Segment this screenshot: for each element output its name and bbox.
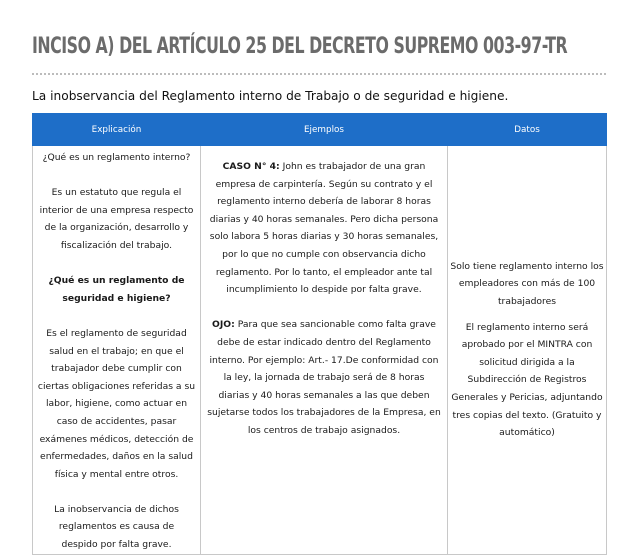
answer-seguridad-higiene: Es el reglamento de seguridad salud en el trabajo; en que el trabajador debe cumplir con ciertas obligaciones referidas a su labor, higiene, como actuar en caso de accidentes, pasar exámenes médicos, detección de enfermedades, daños en la salud física y mental entre otros. [37, 327, 196, 480]
ejemplos-cell [201, 146, 448, 555]
table-row [33, 146, 607, 555]
answer-reglamento-interno: Es un estatuto que regula el interior de una empresa respecto de la organización, desarrollo y fiscalización del trabajo. [39, 187, 194, 251]
datos-paragraph-1: Solo tiene reglamento interno los empleadores con más de 100 trabajadores [450, 260, 604, 308]
table-header-row [33, 114, 607, 146]
datos-paragraph-2: El reglamento interno será aprobado por el MINTRA con solicitud dirigida a la Subdirección de Registros Generales y Pericias, adjuntando tres copias del texto. (Gratuito y automático) [451, 321, 603, 439]
slide-subtitle: La inobservancia del Reglamento interno de Trabajo o de seguridad e higiene. [32, 89, 509, 103]
content-table [32, 113, 607, 555]
header-ejemplos: Ejemplos [201, 114, 448, 146]
ojo-text: Para que sea sancionable como falta grave debe de estar indicado dentro del Reglamento interno. Por ejemplo: Art.- 17.De conformidad con la ley, la jornada de trabajo será de 8 horas diarias y 40 horas semanales a las que deben sujetarse todos los trabajadores de la Empresa, en los centros de trabajo asignados. [207, 319, 441, 436]
caso-label: CASO N° 4: [222, 161, 280, 172]
question-seguridad-higiene: ¿Qué es un reglamento de seguridad e higiene? [48, 275, 185, 304]
header-datos: Datos [448, 114, 607, 146]
ojo-paragraph [201, 316, 447, 439]
header-explicacion: Explicación [33, 114, 201, 146]
caso-paragraph [201, 158, 447, 299]
title-divider [32, 73, 606, 75]
caso-text: John es trabajador de una gran empresa de carpintería. Según su contrato y el reglamento interno debería de laborar 8 horas diarias y 40 horas semanales. Pero dicha persona solo labora 5 horas diarias y 30 horas semanales, por lo que no cumple con observancia dicho reglamento. Por lo tanto, el empleador ante tal incumplimiento lo despide por falta grave. [209, 161, 439, 296]
explicacion-cell [33, 146, 201, 555]
ojo-label: OJO: [212, 319, 235, 331]
slide-title: INCISO A) DEL ARTÍCULO 25 DEL DECRETO SUPREMO 003-97-TR [32, 33, 568, 59]
datos-cell [448, 146, 607, 555]
answer-inobservancia: La inobservancia de dichos reglamentos es causa de despido por falta grave. [54, 503, 179, 551]
question-reglamento-interno: ¿Qué es un reglamento interno? [42, 152, 191, 163]
